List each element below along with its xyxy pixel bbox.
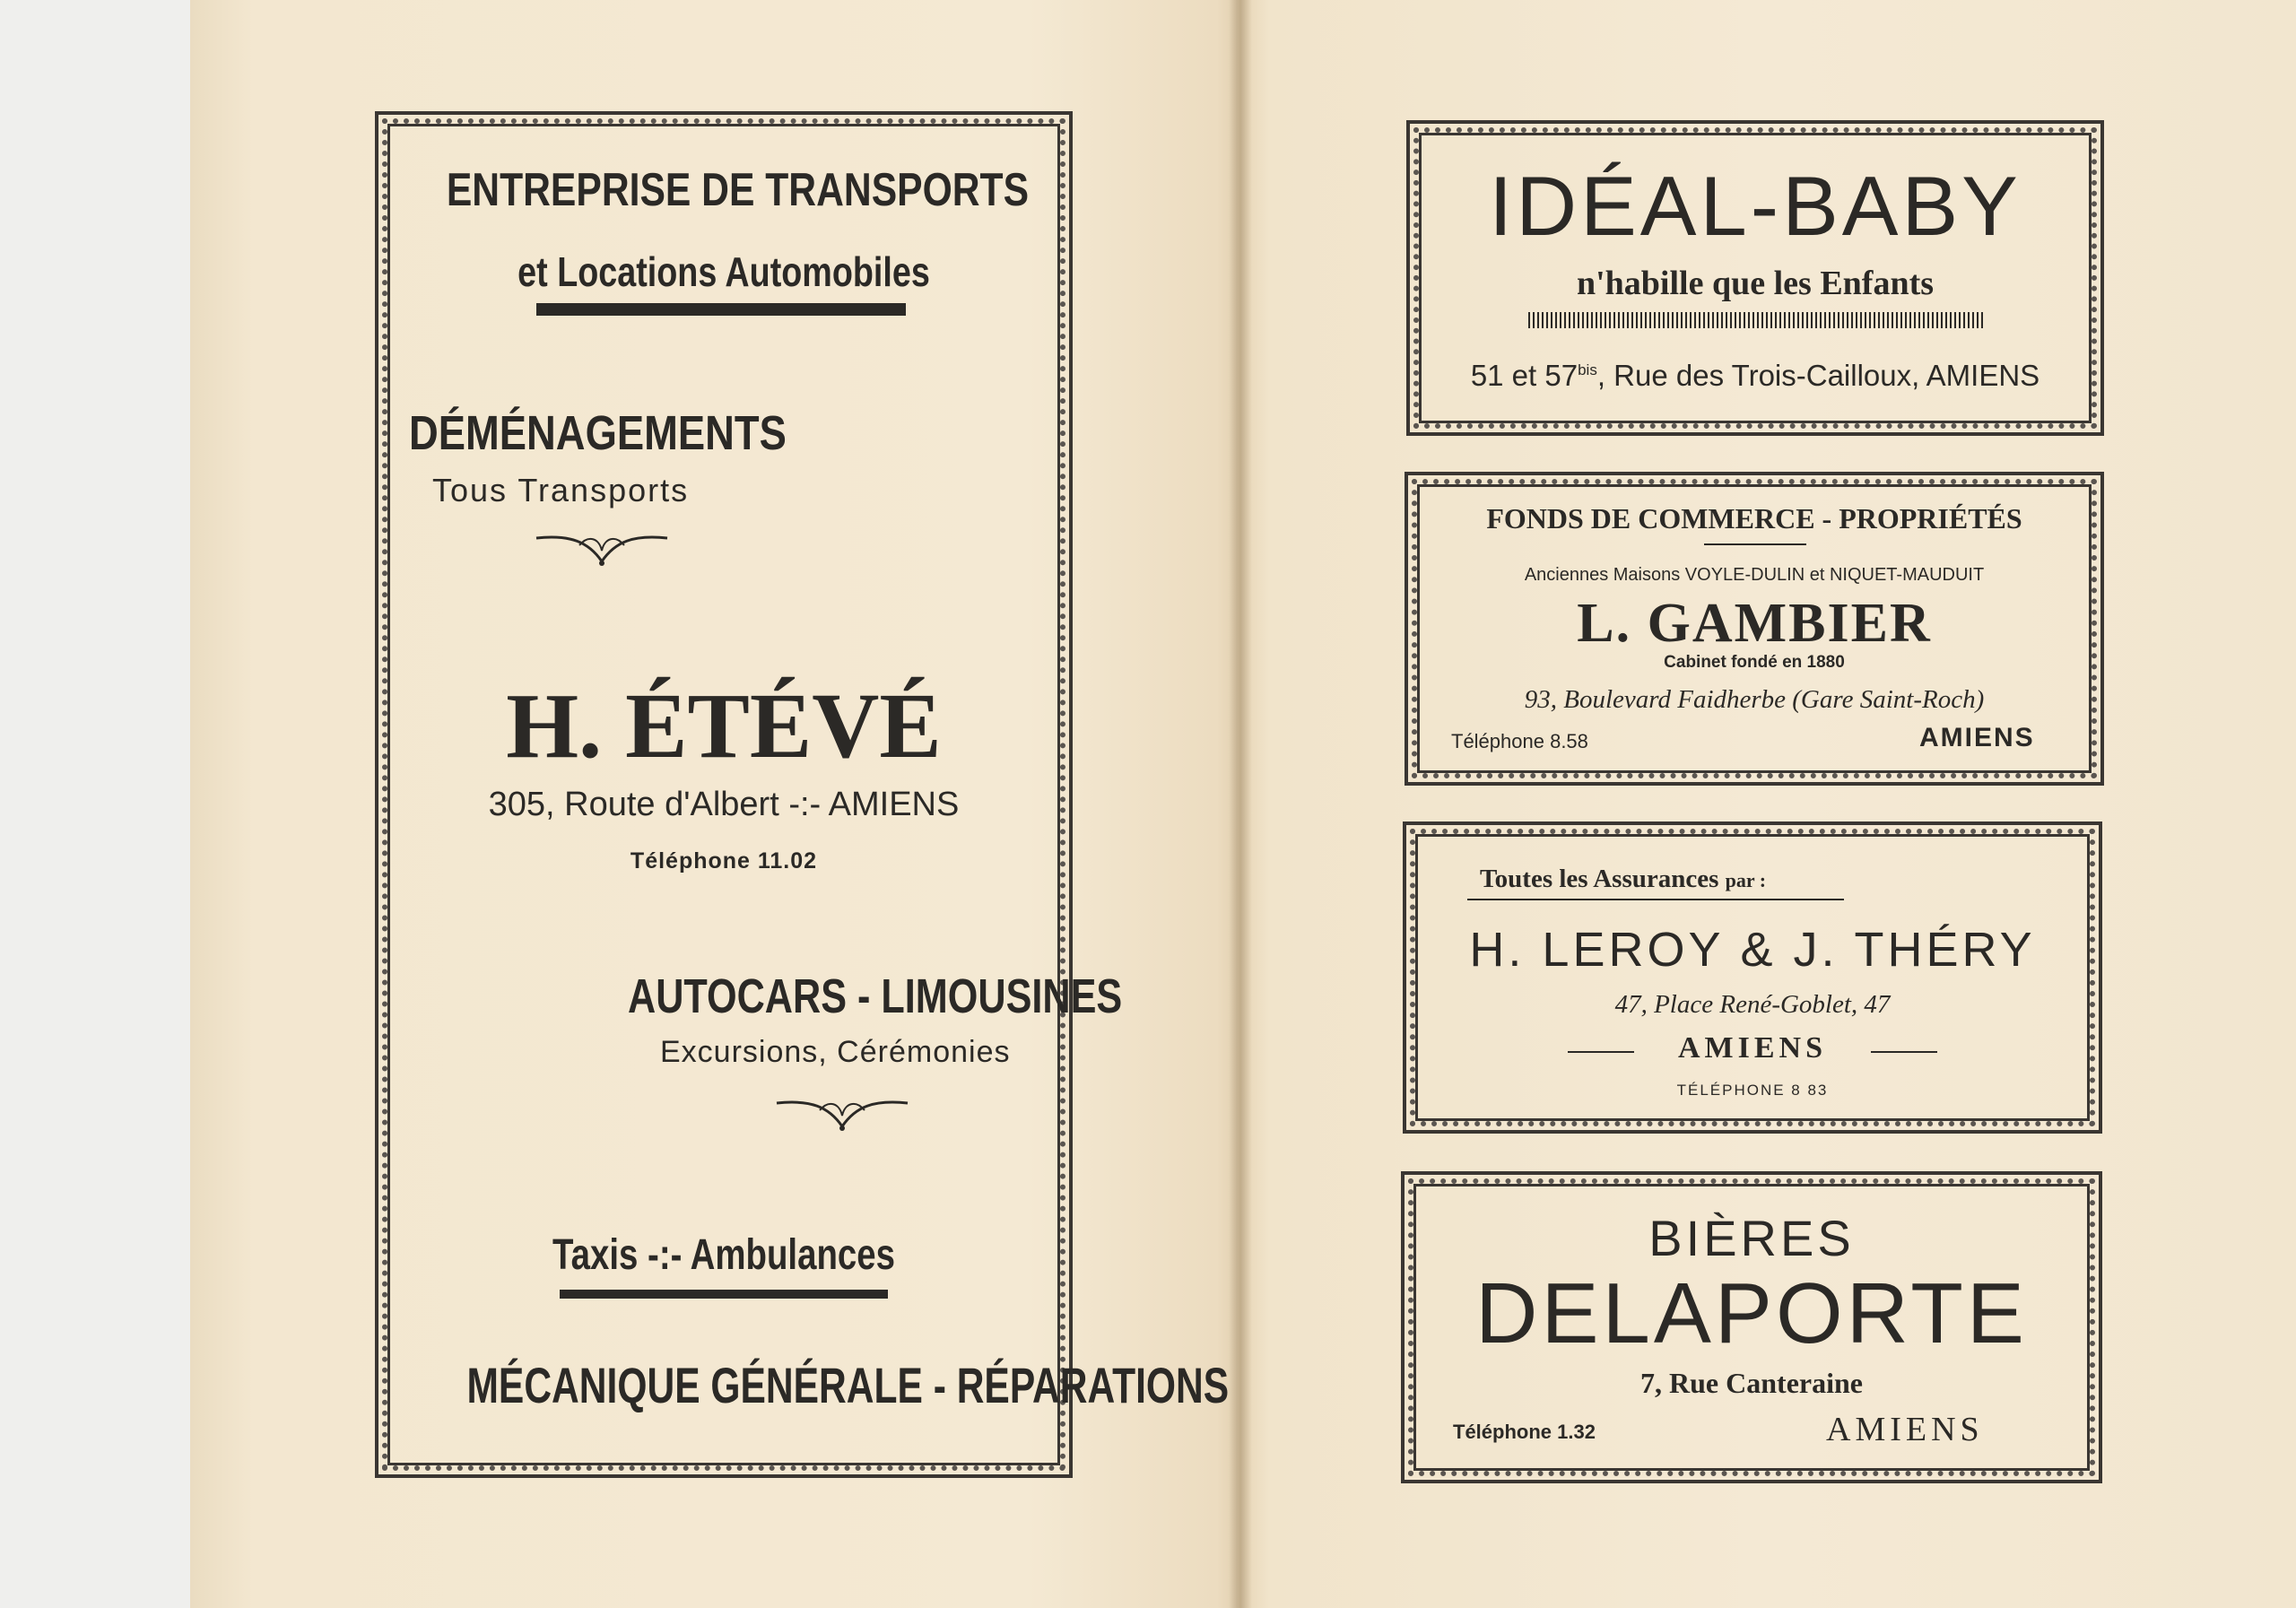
- company-name: H. ÉTÉVÉ: [506, 674, 942, 778]
- car-rental-subheading: et Locations Automobiles: [517, 248, 930, 295]
- gambier-heading: FONDS DE COMMERCE - PROPRIÉTÉS: [1486, 502, 2022, 535]
- divider: [1467, 899, 1844, 900]
- company-address: 305, Route d'Albert -:- AMIENS: [488, 786, 960, 823]
- divider: [536, 303, 906, 316]
- company-phone: Téléphone 11.02: [630, 848, 818, 874]
- gambier-founded: Cabinet fondé en 1880: [1664, 653, 1845, 672]
- ideal-baby-address: 51 et $57^{bis}$, Rue des Trois-Cailloux, AMIENS: [1470, 359, 2040, 392]
- delaporte-address: 7, Rue Canteraine: [1640, 1367, 1863, 1399]
- assurances-names: H. LEROY & J. THÉRY: [1469, 923, 2036, 977]
- gambier-name: L. GAMBIER: [1577, 593, 1932, 654]
- wave-line-right: [1871, 1051, 1937, 1053]
- ideal-baby-tagline: n'habille que les Enfants: [1576, 265, 1935, 302]
- coaches-heading: AUTOCARS - LIMOUSINES: [628, 969, 1123, 1023]
- divider: [1704, 543, 1806, 545]
- delaporte-city: AMIENS: [1826, 1411, 1984, 1448]
- gambier-address: 93, Boulevard Faidherbe (Gare Saint-Roch): [1524, 685, 1985, 714]
- flourish-ornament: [535, 526, 669, 570]
- all-transport-text: Tous Transports: [432, 472, 690, 508]
- ideal-baby-title: IDÉAL-BABY: [1489, 159, 2022, 253]
- excursions-text: Excursions, Cérémonies: [660, 1035, 1011, 1069]
- delaporte-line1: BIÈRES: [1648, 1210, 1855, 1266]
- delaporte-line2: DELAPORTE: [1475, 1265, 2028, 1361]
- gambier-phone: Téléphone 8.58: [1451, 730, 1588, 752]
- taxis-heading: Taxis -:- Ambulances: [552, 1231, 895, 1279]
- divider: [1528, 312, 1984, 328]
- assurances-address: 47, Place René-Goblet, 47: [1614, 990, 1891, 1019]
- gambier-city: AMIENS: [1919, 723, 2035, 752]
- gambier-former-houses: Anciennes Maisons VOYLE-DULIN et NIQUET-MAUDUIT: [1524, 565, 1985, 585]
- divider-2: [560, 1290, 888, 1299]
- mechanics-heading: MÉCANIQUE GÉNÉRALE - RÉPARATIONS: [466, 1357, 1230, 1413]
- flourish-ornament-2: [775, 1091, 909, 1135]
- removals-heading: DÉMÉNAGEMENTS: [409, 406, 787, 460]
- assurances-city: AMIENS: [1677, 1031, 1828, 1065]
- assurances-heading: Toutes les Assurances par :: [1480, 865, 1767, 893]
- transport-company-heading: ENTREPRISE DE TRANSPORTS: [446, 164, 1030, 216]
- delaporte-phone: Téléphone 1.32: [1453, 1421, 1596, 1443]
- assurances-phone: TÉLÉPHONE 8 83: [1676, 1082, 1829, 1099]
- book-spine: [1229, 0, 1252, 1608]
